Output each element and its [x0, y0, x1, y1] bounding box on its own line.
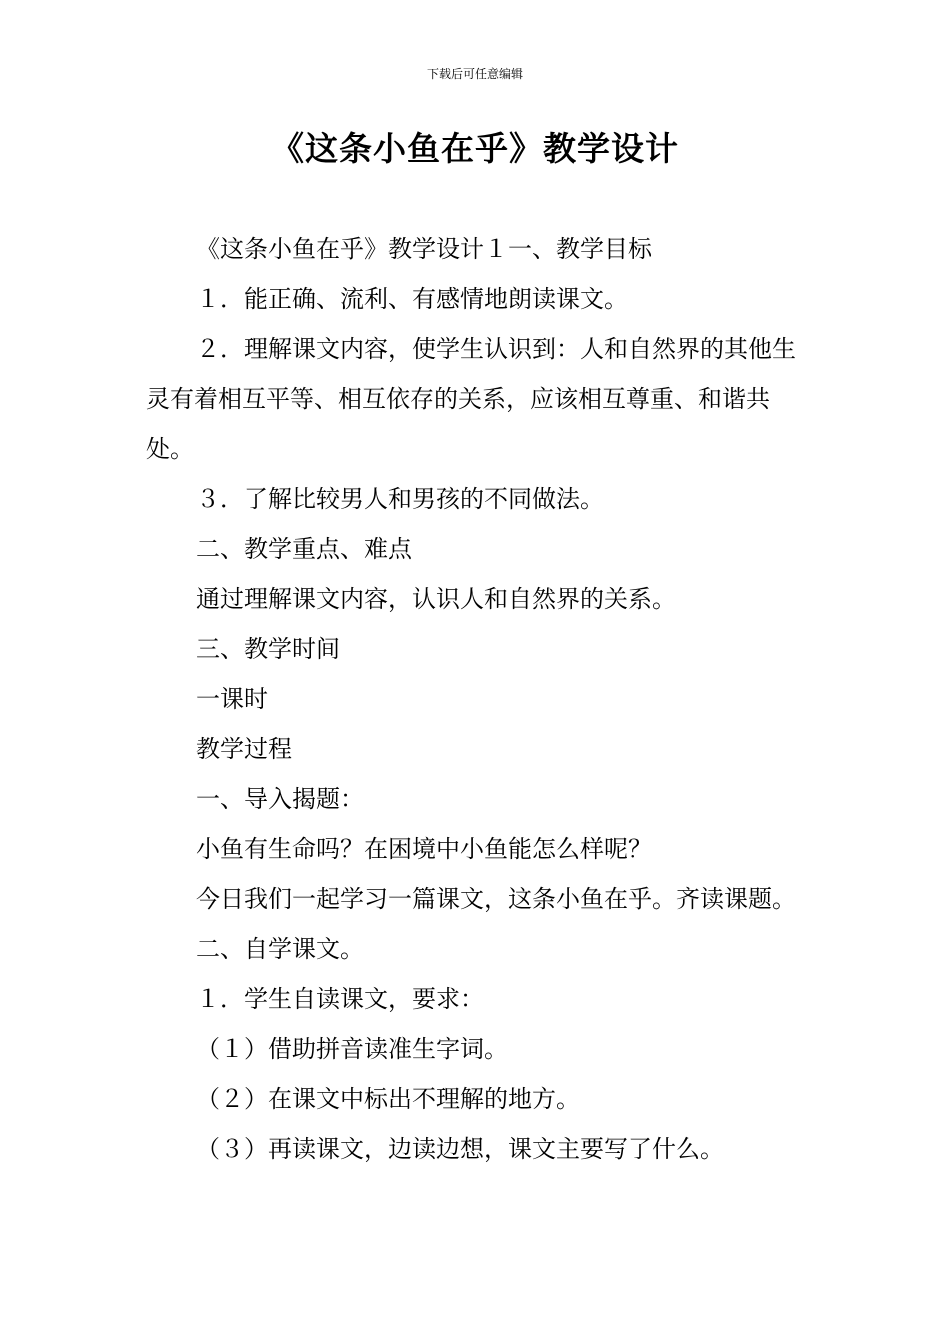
paragraph-objective-3: ３．了解比较男人和男孩的不同做法。	[196, 485, 604, 513]
paragraph-intro-heading: 一、导入揭题：	[196, 785, 364, 813]
paragraph-objective-2: ２．理解课文内容，使学生认识到：人和自然界的其他生灵有着相互平等、相互依存的关系，应该相互尊重、和谐共处。	[146, 335, 796, 463]
paragraph-requirement-1: （１）借助拼音读准生字词。	[196, 1035, 508, 1063]
paragraph-objectives-heading: 《这条小鱼在乎》教学设计１一、教学目标	[196, 235, 652, 263]
paragraph-requirement-2: （２）在课文中标出不理解的地方。	[196, 1085, 580, 1113]
document-body	[146, 224, 816, 1174]
paragraph-key-points: 通过理解课文内容，认识人和自然界的关系。	[196, 585, 676, 613]
paragraph-intro-reading: 今日我们一起学习一篇课文，这条小鱼在乎。齐读课题。	[196, 885, 796, 913]
paragraph-self-study-heading: 二、自学课文。	[196, 935, 364, 963]
paragraph-time-heading: 三、教学时间	[196, 635, 340, 663]
paragraph-process-heading: 教学过程	[196, 735, 292, 763]
paragraph-time: 一课时	[196, 685, 268, 713]
document-title: 《这条小鱼在乎》教学设计	[271, 129, 679, 168]
paragraph-key-points-heading: 二、教学重点、难点	[196, 535, 412, 563]
paragraph-objective-1: １．能正确、流利、有感情地朗读课文。	[196, 285, 628, 313]
paragraph-intro-question: 小鱼有生命吗？在困境中小鱼能怎么样呢？	[196, 835, 652, 863]
paragraph-self-study-1: １．学生自读课文，要求：	[196, 985, 484, 1013]
paragraph-requirement-3: （３）再读课文，边读边想，课文主要写了什么。	[196, 1135, 724, 1163]
header-note: 下载后可任意编辑	[426, 67, 523, 81]
